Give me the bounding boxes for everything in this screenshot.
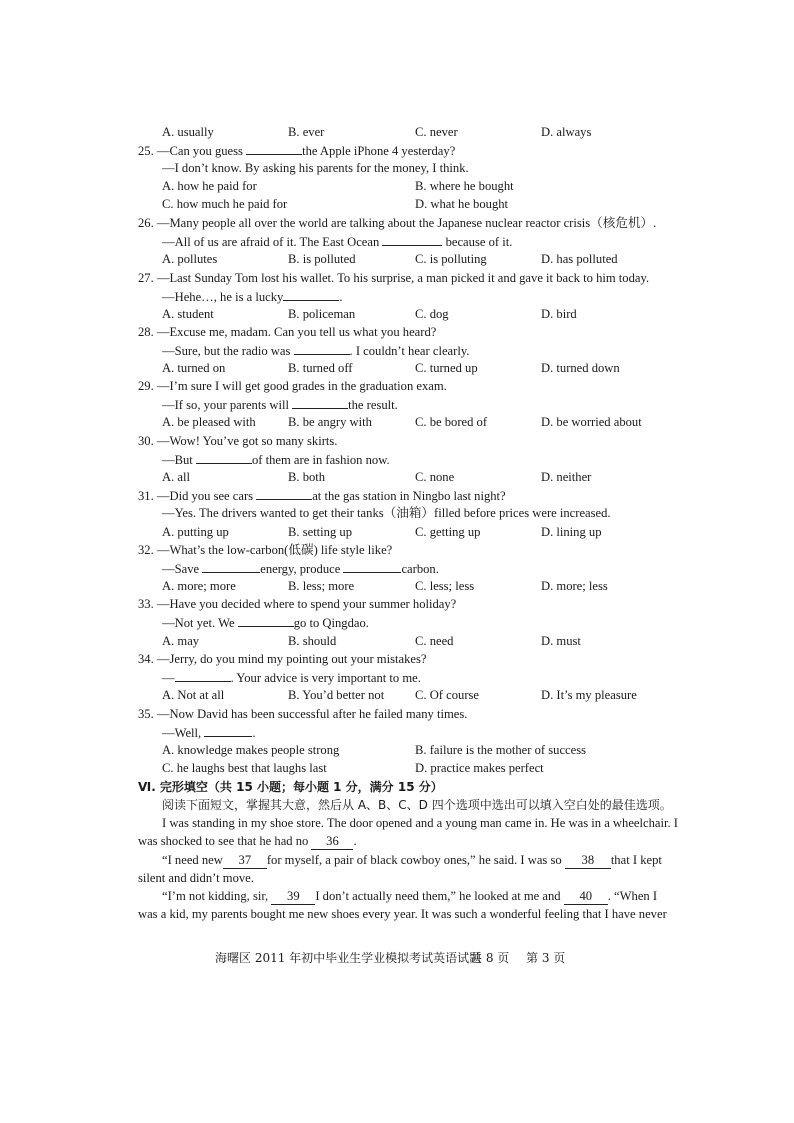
answer-blank: [196, 451, 252, 464]
option-b: B. turned off: [288, 361, 353, 375]
answer-blank: [294, 342, 350, 355]
question-response: —If so, your parents will the result.: [162, 398, 398, 412]
option-c: C. he laughs best that laughs last: [162, 761, 327, 775]
question-response: —All of us are afraid of it. The East Ocean because of it.: [162, 235, 513, 249]
option-c: C. getting up: [415, 525, 481, 539]
footer-page-number: 第 3 页: [526, 951, 566, 965]
answer-blank: [175, 669, 231, 682]
passage-line: I was standing in my shoe store. The door opened and a young man came in. He was in a wheelchair. I: [162, 816, 678, 830]
question-stem: 30. —Wow! You’ve got so many skirts.: [138, 434, 338, 448]
cloze-blank-40: 40: [564, 888, 608, 905]
question-stem: 28. —Excuse me, madam. Can you tell us what you heard?: [138, 325, 437, 339]
option-c: C. never: [415, 125, 458, 139]
passage-line: was a kid, my parents bought me new shoes every year. It was such a wonderful feeling that I have never: [138, 907, 667, 921]
option-c: C. turned up: [415, 361, 478, 375]
option-b: B. where he bought: [415, 179, 514, 193]
cloze-blank-39: 39: [271, 888, 315, 905]
option-d: D. turned down: [541, 361, 620, 375]
option-c: C. none: [415, 470, 455, 484]
question-response: —But of them are in fashion now.: [162, 453, 390, 467]
answer-blank: [382, 233, 442, 246]
question-response: —Save energy, produce carbon.: [162, 562, 439, 576]
option-a: A. how he paid for: [162, 179, 257, 193]
option-d: D. always: [541, 125, 592, 139]
passage-line: “I’m not kidding, sir, 39 I don’t actually need them,” he looked at me and 40 . “When I: [162, 889, 658, 903]
answer-blank: [343, 560, 401, 573]
option-c: C. need: [415, 634, 454, 648]
option-d: D. be worried about: [541, 415, 642, 429]
option-a: A. all: [162, 470, 190, 484]
answer-blank: [204, 724, 252, 737]
question-stem: 26. —Many people all over the world are talking about the Japanese nuclear reactor crisis（核危机）.: [138, 216, 657, 230]
question-stem: 31. —Did you see cars at the gas station in Ningbo last night?: [138, 489, 506, 503]
question-stem: 32. —What’s the low-carbon(低碳) life style like?: [138, 543, 393, 557]
question-response: —Not yet. We go to Qingdao.: [162, 616, 369, 630]
option-c: C. less; less: [415, 579, 475, 593]
option-d: D. what he bought: [415, 197, 509, 211]
option-d: D. lining up: [541, 525, 602, 539]
option-d: D. bird: [541, 307, 577, 321]
cloze-blank-36: 36: [311, 833, 353, 850]
option-a: A. Not at all: [162, 688, 225, 702]
cloze-blank-38: 38: [565, 852, 611, 869]
question-stem: 27. —Last Sunday Tom lost his wallet. To his surprise, a man picked it and gave it back to him today.: [138, 271, 650, 285]
option-b: B. be angry with: [288, 415, 372, 429]
option-a: A. putting up: [162, 525, 229, 539]
question-response: —Yes. The drivers wanted to get their tanks（油箱）filled before prices were increased.: [162, 506, 611, 520]
option-a: A. usually: [162, 125, 214, 139]
option-a: A. turned on: [162, 361, 226, 375]
passage-line: was shocked to see that he had no 36 .: [138, 834, 357, 848]
option-b: B. should: [288, 634, 337, 648]
option-b: B. is polluted: [288, 252, 356, 266]
answer-blank: [238, 614, 294, 627]
question-stem: 34. —Jerry, do you mind my pointing out your mistakes?: [138, 652, 427, 666]
option-c: C. how much he paid for: [162, 197, 288, 211]
answer-blank: [246, 142, 302, 155]
option-b: B. both: [288, 470, 326, 484]
option-d: D. has polluted: [541, 252, 618, 266]
footer-total-pages: 共 8 页: [470, 951, 510, 965]
answer-blank: [256, 487, 312, 500]
option-a: A. knowledge makes people strong: [162, 743, 340, 757]
question-stem: 33. —Have you decided where to spend your summer holiday?: [138, 597, 457, 611]
option-d: D. It’s my pleasure: [541, 688, 637, 702]
answer-blank: [292, 396, 348, 409]
option-d: D. must: [541, 634, 581, 648]
option-c: C. Of course: [415, 688, 480, 702]
question-response: — . Your advice is very important to me.: [162, 671, 421, 685]
option-b: B. ever: [288, 125, 325, 139]
option-c: C. is polluting: [415, 252, 487, 266]
option-d: D. practice makes perfect: [415, 761, 544, 775]
option-a: A. more; more: [162, 579, 236, 593]
answer-blank: [202, 560, 260, 573]
option-d: D. more; less: [541, 579, 608, 593]
option-b: B. You’d better not: [288, 688, 385, 702]
option-c: C. dog: [415, 307, 449, 321]
option-b: B. failure is the mother of success: [415, 743, 587, 757]
option-b: B. setting up: [288, 525, 353, 539]
option-a: A. may: [162, 634, 200, 648]
option-a: A. student: [162, 307, 214, 321]
question-stem: 29. —I’m sure I will get good grades in the graduation exam.: [138, 379, 447, 393]
question-stem: 25. —Can you guess the Apple iPhone 4 yesterday?: [138, 144, 456, 158]
passage-line: “I need new 37 for myself, a pair of black cowboy ones,” he said. I was so 38 that I kept: [162, 853, 662, 867]
section-heading: Ⅵ. 完形填空（共 15 小题；每小题 1 分，满分 15 分）: [138, 780, 443, 794]
option-a: A. be pleased with: [162, 415, 256, 429]
option-b: B. less; more: [288, 579, 355, 593]
option-b: B. policeman: [288, 307, 356, 321]
question-response: —Well, .: [162, 726, 256, 740]
answer-blank: [283, 288, 339, 301]
footer-title: 海曙区 2011 年初中毕业生学业模拟考试英语试题: [215, 951, 482, 965]
question-response: —I don’t know. By asking his parents for the money, I think.: [162, 161, 469, 175]
option-c: C. be bored of: [415, 415, 488, 429]
cloze-blank-37: 37: [223, 852, 267, 869]
section-instruction: 阅读下面短文，掌握其大意，然后从 A、B、C、D 四个选项中选出可以填入空白处的最佳选项。: [162, 798, 672, 812]
question-response: —Hehe…, he is a lucky .: [162, 290, 343, 304]
option-a: A. pollutes: [162, 252, 218, 266]
question-response: —Sure, but the radio was . I couldn’t hear clearly.: [162, 344, 470, 358]
question-stem: 35. —Now David has been successful after he failed many times.: [138, 707, 468, 721]
passage-line: silent and didn’t move.: [138, 871, 254, 885]
option-d: D. neither: [541, 470, 592, 484]
